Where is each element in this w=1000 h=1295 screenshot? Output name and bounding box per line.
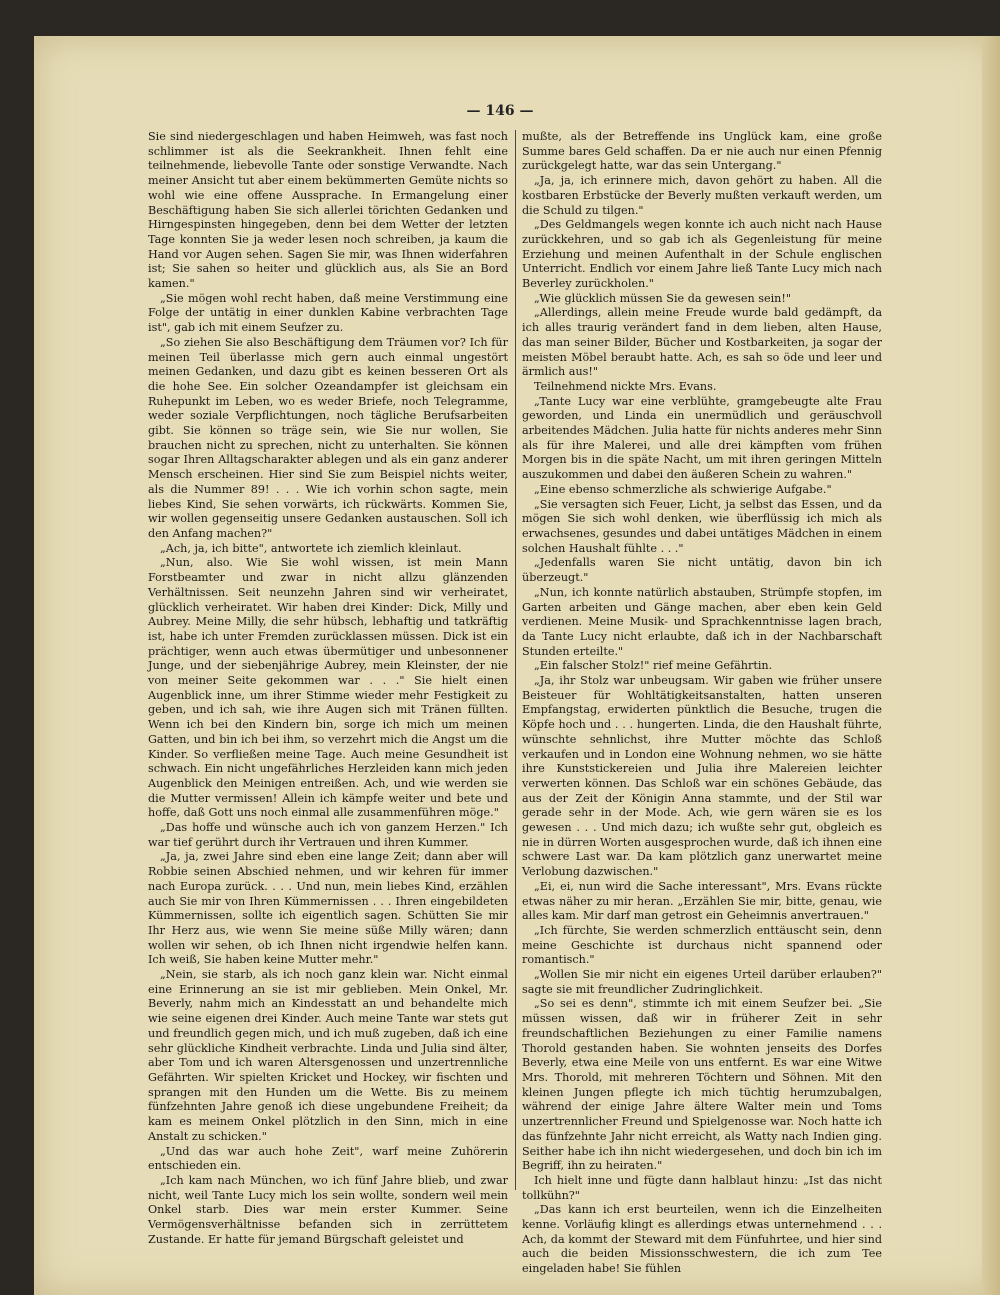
paragraph: „Wollen Sie mir nicht ein eigenes Urteil darüber erlauben?" sagte sie mit freundlicher Zudringlichkeit. xyxy=(522,968,882,996)
paragraph: „Das hoffe und wünsche auch ich von ganzem Herzen." Ich war tief gerührt durch ihr Vertrauen und ihren Kummer. xyxy=(148,821,508,849)
paragraph: „Nun, also. Wie Sie wohl wissen, ist mein Mann Forstbeamter und zwar in nicht allzu glänzenden Verhältnissen. Seit neunzehn Jahren sind wir verheiratet, glücklich verheiratet. Wir haben drei Kinder: Dick, Milly und Aubrey. Meine Milly, die sehr hübsch, lebhaftig und tatkräftig ist, habe ich unter Fremden zurücklassen müssen. Dick ist ein prächtiger, wenn auch etwas übermütiger und unbesonnener Junge, und der siebenjährige Aubrey, mein Kleinster, der nie von meiner Seite gekommen war . . ." Sie hielt einen Augenblick inne, um ihrer Stimme wieder mehr Festigkeit zu geben, und ich sah, wie ihre Augen sich mit Tränen füllten. Wenn ich bei den Kindern bin, sorge ich mich um meinen Gatten, und bin ich bei ihm, so verzehrt mich die Angst um die Kinder. So verfließen meine Tage. Auch meine Gesundheit ist schwach. Ein nicht ungefährliches Herzleiden kann mich jeden Augenblick den Meinigen entreißen. Ach, und wie werden sie die Mutter vermissen! Allein ich kämpfe weiter und bete und hoffe, daß Gott uns noch einmal alle zusammenführen möge." xyxy=(148,556,508,820)
paragraph: „Ein falscher Stolz!" rief meine Gefährtin. xyxy=(534,659,773,673)
paragraph: mußte, als der Betreffende ins Unglück kam, eine große Summe bares Geld schaffen. Da er nie auch nur einen Pfennig zurückgelegt hatte, war das sein Untergang." xyxy=(522,130,882,173)
paragraph: Teilnehmend nickte Mrs. Evans. xyxy=(534,379,717,393)
paragraph: „Ach, ja, ich bitte", antwortete ich ziemlich kleinlaut. xyxy=(160,541,462,555)
paragraph: „Nun, ich konnte natürlich abstauben, Strümpfe stopfen, im Garten arbeiten und Gänge machen, aber eben kein Geld verdienen. Meine Musik- und Sprachkenntnisse lagen brach, da Tante Lucy nicht erlaubte, daß ich in der Nachbarschaft Stunden erteilte." xyxy=(522,585,882,658)
paragraph: „Ja, ja, ich erinnere mich, davon gehört zu haben. All die kostbaren Erbstücke der Beverly mußten verkauft werden, um die Schuld zu tilgen." xyxy=(522,174,882,217)
paragraph: „So sei es denn", stimmte ich mit einem Seufzer bei. „Sie müssen wissen, daß wir in früherer Zeit in sehr freundschaftlichen Beziehungen zu einer Familie namens Thorold gestanden haben. Sie wohnten jenseits des Dorfes Beverly, etwa eine Meile von uns entfernt. Es war eine Witwe Mrs. Thorold, mit mehreren Töchtern und Söhnen. Mit den kleinen Jungen pflegte ich mich tüchtig herumzubalgen, während der einige Jahre ältere Walter mein und Toms unzertrennlicher Freund und Spielgenosse war. Noch hatte ich das fünfzehnte Jahr nicht erreicht, als Watty nach Indien ging. Seither habe ich ihn nicht wiedergesehen, und doch bin ich im Begriff, ihn zu heiraten." xyxy=(522,997,882,1173)
left-column xyxy=(148,130,508,1246)
paragraph: „Nein, sie starb, als ich noch ganz klein war. Nicht einmal eine Erinnerung an sie ist mir geblieben. Mein Onkel, Mr. Beverly, nahm mich an Kindesstatt an und behandelte mich wie seine eigenen drei Kinder. Auch meine Tante war stets gut und freundlich gegen mich, und ich muß zugeben, daß ich eine sehr glückliche Kindheit verbrachte. Linda und Julia sind älter, aber Tom und ich waren Altersgenossen und unzertrennliche Gefährten. Wir spielten Kricket und Hockey, wir fischten und sprangen mit den Hunden um die Wette. Bis zu meinem fünfzehnten Jahre genoß ich diese ungebundene Freiheit; da kam es meinem Onkel plötzlich in den Sinn, mich in eine Anstalt zu schicken." xyxy=(148,968,508,1143)
page-edge xyxy=(982,36,1000,1295)
paragraph: „Ich kam nach München, wo ich fünf Jahre blieb, und zwar nicht, weil Tante Lucy mich los sein wollte, sondern weil mein Onkel starb. Dies war mein erster Kummer. Seine Vermögensverhältnisse befanden sich in zerrüttetem Zustande. Er hatte für jemand Bürgschaft geleistet und xyxy=(148,1173,508,1246)
paragraph: „Ja, ihr Stolz war unbeugsam. Wir gaben wie früher unsere Beisteuer für Wohltätigkeitsanstalten, hatten unseren Empfangstag, erwiderten pünktlich die Besuche, trugen die Köpfe hoch und . . . hungerten. Linda, die den Haushalt führte, wünschte sehnlichst, ihre Mutter möchte das Schloß verkaufen und in London eine Wohnung nehmen, wo sie hätte ihre Kunststickereien und Julia ihre Malereien leichter verwerten können. Das Schloß war ein schönes Gebäude, das aus der Zeit der Königin Anna stammte, und der Stil war gerade sehr in der Mode. Ach, wie gern wären sie es los gewesen . . . Und mich dazu; ich wußte sehr gut, obgleich es nie in dürren Worten ausgesprochen wurde, daß ich ihnen eine schwere Last war. Da kam plötzlich ganz unerwartet meine Verlobung dazwischen." xyxy=(522,674,882,879)
paragraph: „Sie versagten sich Feuer, Licht, ja selbst das Essen, und da mögen Sie sich wohl denken, wie überflüssig ich mich als erwachsenes, gesundes und dabei untätiges Mädchen in einem solchen Haushalt fühlte . . ." xyxy=(522,497,882,555)
paragraph: „So ziehen Sie also Beschäftigung dem Träumen vor? Ich für meinen Teil überlasse mich gern auch einmal ungestört meinen Gedanken, und dazu gibt es keinen besseren Ort als die hohe See. Ein solcher Ozeandampfer ist gleichsam ein Ruhepunkt im Leben, wo es weder Briefe, noch Telegramme, weder soziale Verpflichtungen, noch tägliche Berufsarbeiten gibt. Sie können so träge sein, wie Sie nur wollen, Sie brauchen nicht zu sprechen, nicht zu unterhalten. Sie können sogar Ihren Alltagscharakter ablegen und als ein ganz anderer Mensch erscheinen. Hier sind Sie zum Beispiel nichts weiter, als die Nummer 89! . . . Wie ich vorhin schon sagte, mein liebes Kind, Sie sehen vorwärts, ich rückwärts. Kommen Sie, wir wollen gegenseitig unsere Gedanken austauschen. Soll ich den Anfang machen?" xyxy=(148,335,508,540)
paragraph: „Tante Lucy war eine verblühte, gramgebeugte alte Frau geworden, und Linda ein unermüdlich und geräuschvoll arbeitendes Mädchen. Julia hatte für nichts anderes mehr Sinn als für ihre Malerei, und alle drei kämpften vom frühen Morgen bis in die späte Nacht, um mit ihren geringen Mitteln auszukommen und dabei den äußeren Schein zu wahren." xyxy=(522,394,882,482)
paragraph: „Und das war auch hohe Zeit", warf meine Zuhörerin entschieden ein. xyxy=(148,1144,508,1173)
paragraph: „Eine ebenso schmerzliche als schwierige Aufgabe." xyxy=(534,482,832,496)
right-column xyxy=(522,130,882,1276)
paragraph: Sie sind niedergeschlagen und haben Heimweh, was fast noch schlimmer ist als die Seekrankheit. Ihnen fehlt eine teilnehmende, liebevolle Tante oder sonstige Verwandte. Nach meiner Ansicht tut aber einem bekümmerten Gemüte nichts so wohl wie eine offene Aussprache. In Ermangelung einer Beschäftigung haben Sie sich allerlei törichten Gedanken und Hirngespinsten hingegeben, denn bei dem Wetter der letzten Tage konnten Sie ja weder lesen noch schreiben, ja kaum die Hand vor Augen sehen. Sagen Sie mir, was Ihnen widerfahren ist; Sie sahen so heiter und glücklich aus, als Sie an Bord kamen." xyxy=(148,130,508,291)
paragraph: „Ich fürchte, Sie werden schmerzlich enttäuscht sein, denn meine Geschichte ist durchaus nicht spannend oder romantisch." xyxy=(522,923,882,967)
paragraph: „Allerdings, allein meine Freude wurde bald gedämpft, da ich alles traurig verändert fand in dem lieben, alten Hause, das man seiner Bilder, Bücher und Kostbarkeiten, ja sogar der meisten Möbel beraubt hatte. Ach, es sah so öde und leer und ärmlich aus!" xyxy=(522,306,882,379)
paragraph: „Sie mögen wohl recht haben, daß meine Verstimmung eine Folge der untätig in einer dunklen Kabine verbrachten Tage ist", gab ich mit einem Seufzer zu. xyxy=(148,291,508,335)
paragraph: „Jedenfalls waren Sie nicht untätig, davon bin ich überzeugt." xyxy=(522,556,882,585)
paragraph: Ich hielt inne und fügte dann halblaut hinzu: „Ist das nicht tollkühn?" xyxy=(522,1173,882,1202)
paragraph: „Ei, ei, nun wird die Sache interessant", Mrs. Evans rückte etwas näher zu mir heran. „Erzählen Sie mir, bitte, genau, wie alles kam. Mir darf man getrost ein Geheimnis anvertrauen." xyxy=(522,879,882,923)
paragraph: „Ja, ja, zwei Jahre sind eben eine lange Zeit; dann aber will Robbie seinen Abschied nehmen, und wir kehren für immer nach Europa zurück. . . . Und nun, mein liebes Kind, erzählen auch Sie mir von Ihren Kümmernissen . . . Ihren eingebildeten Kümmernissen, sollte ich eigentlich sagen. Schütten Sie mir Ihr Herz aus, wie wenn Sie meine süße Milly wären; dann wollen wir sehen, ob ich Ihnen nicht irgendwie helfen kann. Ich weiß, Sie haben keine Mutter mehr." xyxy=(148,850,508,967)
paragraph: „Des Geldmangels wegen konnte ich auch nicht nach Hause zurückkehren, und so gab ich als Gegenleistung für meine Erziehung und meinen Aufenthalt in der Schule englischen Unterricht. Endlich vor einem Jahre ließ Tante Lucy mich nach Beverley zurückholen." xyxy=(522,218,882,291)
page-number: — 146 — xyxy=(466,103,534,119)
paragraph: „Wie glücklich müssen Sie da gewesen sein!" xyxy=(534,291,792,305)
column-divider xyxy=(515,130,516,1190)
paragraph: „Das kann ich erst beurteilen, wenn ich die Einzelheiten kenne. Vorläufig klingt es allerdings etwas unternehmend . . . Ach, da kommt der Steward mit dem Fünfuhrtee, und hier sind auch die beiden Missionsschwestern, die ich zum Tee eingeladen habe! Sie fühlen xyxy=(522,1203,882,1276)
